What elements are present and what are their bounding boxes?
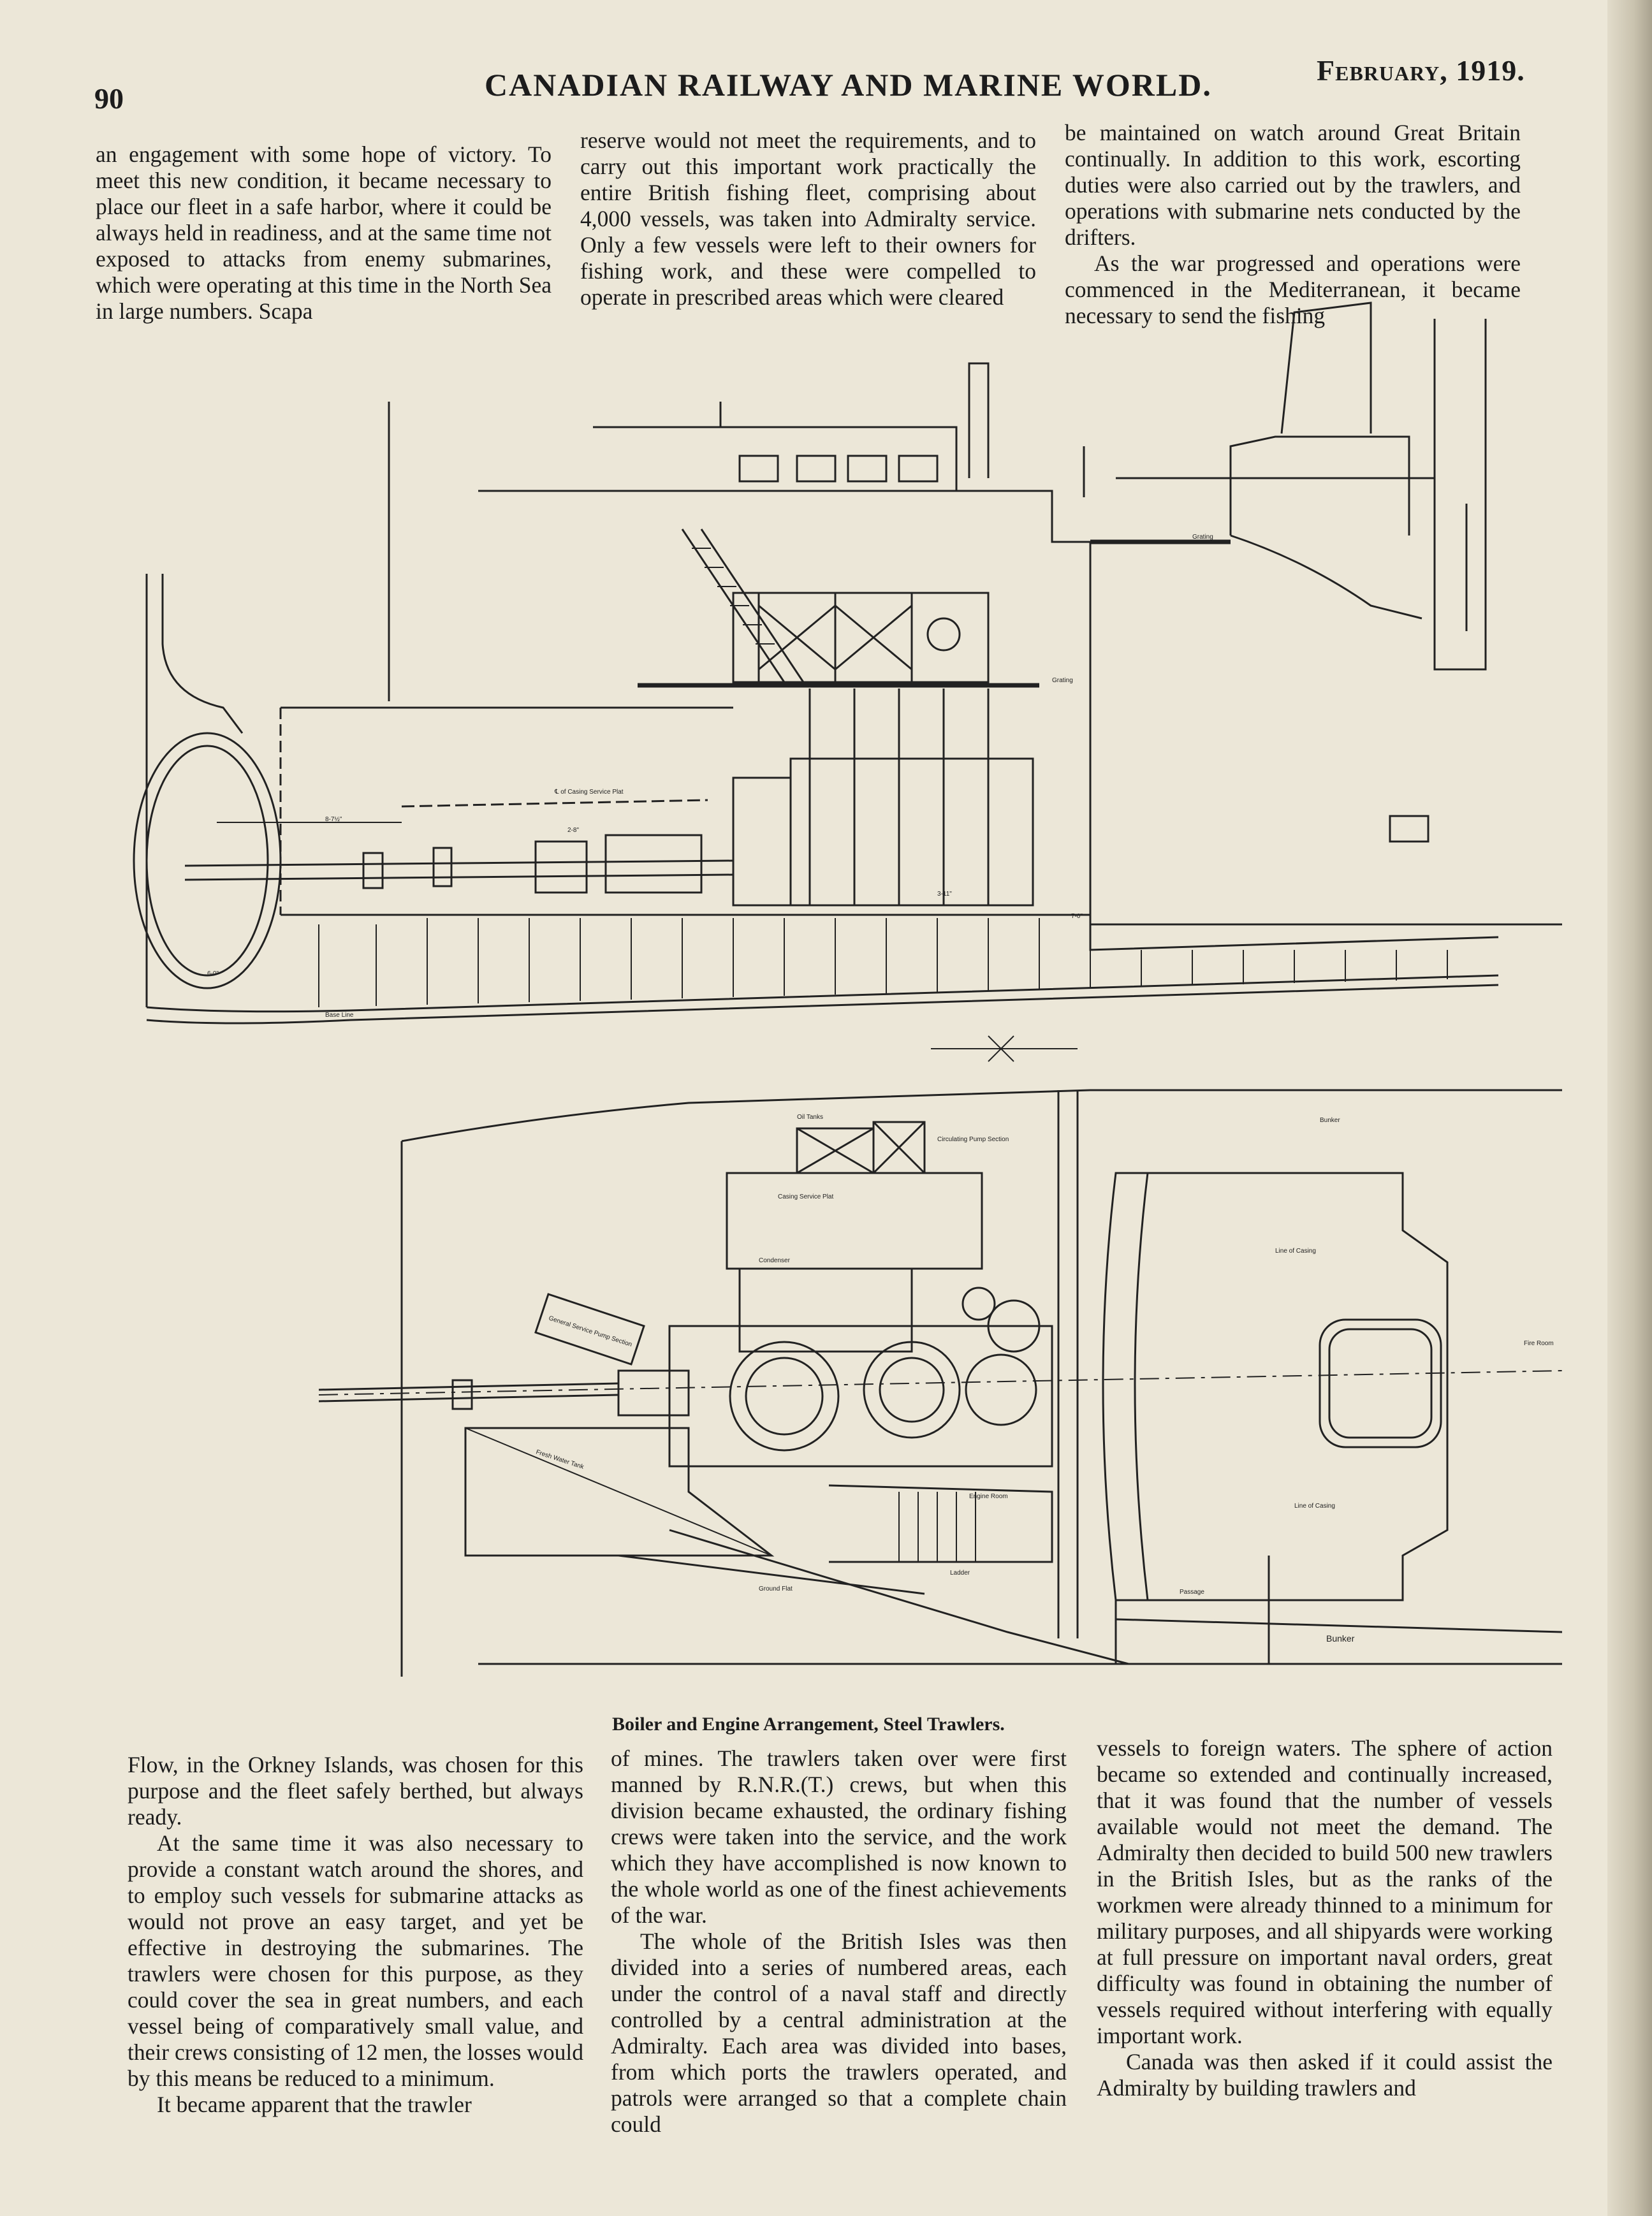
bunker-label: Bunker [1326,1633,1355,1644]
article-column-bottom-1 [128,1752,583,2118]
grating-label: Grating [1052,677,1073,684]
page-edge-shadow [1607,0,1652,2216]
grating-label: Grating [1192,534,1213,541]
dimension-label: 6-0" [207,970,219,977]
oil-tanks-label: Oil Tanks [797,1114,823,1121]
general-service-pump-label: General Service Pump Section [548,1315,633,1349]
paragraph: It became apparent that the trawler [157,2092,472,2117]
paragraph: an engagement with some hope of victory. To meet this new condition, it became necessary to place our fleet in a safe harbor, where it could be always held in readiness, and at the same time not exposed to attacks from enemy submarines, which were operating at this time in the North Sea in large numbers. Scapa [96,142,552,324]
dimension-label: 3-11" [937,891,952,898]
paragraph: be maintained on watch around Great Britain continually. In addition to this work, escorting duties were also carried out by the trawlers, and operations with submarine nets conducted by the drifters. [1065,120,1521,250]
passage-label: Passage [1180,1589,1204,1596]
article-column-bottom-3 [1097,1735,1553,2101]
figure-caption: Boiler and Engine Arrangement, Steel Trawlers. [612,1714,1005,1735]
paragraph: As the war progressed and operations were commenced in the Mediterranean, it became necessary to send the fishing [1065,251,1521,328]
paragraph: reserve would not meet the requirements, and to carry out this important work practically the entire British fishing fleet, comprising about 4,000 vessels, was taken into Admiralty service. Only a few vessels were left to their owners for fishing work, and these were compelled to operate in prescribed areas which were cleared [580,128,1036,310]
fresh-water-tank-label: Fresh Water Tank [535,1448,585,1471]
casing-service-plat-label: ℄ of Casing Service Plat [555,789,624,796]
line-of-casing-label: Line of Casing [1275,1248,1316,1255]
article-column-top-2 [580,128,1036,310]
dimension-label: 7-0" [1071,913,1083,920]
ground-flat-label: Ground Flat [759,1585,793,1593]
dimension-label: 8-7½" [325,816,342,823]
dimension-label: 2-8" [567,827,580,834]
paragraph: At the same time it was also necessary to provide a constant watch around the shores, and to employ such vessels for submarine attacks as would not prove an easy target, and yet be effective in destroying the submarines. The trawlers were chosen for this purpose, as they could cover the sea in great numbers, and each vessel being of comparatively small value, and their crews consisting of 12 men, the losses would by this means be reduced to a minimum. [128,1830,583,2091]
base-line-label: Base Line [325,1012,354,1019]
paragraph: of mines. The trawlers taken over were first manned by R.N.R.(T.) crews, but when this division became exhausted, the ordinary fishing crews were taken into the service, and the work which they have accomplished is now known to the whole world as one of the finest achievements of the war. [611,1746,1067,1928]
journal-title: CANADIAN RAILWAY AND MARINE WORLD. [485,67,1212,103]
elevation-view [134,303,1562,1023]
bunker-top-label: Bunker [1320,1117,1340,1124]
page-number: 90 [94,82,124,115]
condenser-label: Condenser [759,1257,790,1264]
plan-view [319,1090,1562,1677]
engine-room-label: Engine Room [969,1493,1008,1500]
paragraph: vessels to foreign waters. The sphere of action became so extended and continually increased, that it was found that the number of vessels available would not meet the demand. The Admiralty then decided to build 500 new trawlers in the British Isles, but as the ranks of the workmen were already thinned to a minimum for military purposes, and all shipyards were working at full pressure on important naval orders, great difficulty was found in obtaining the number of vessels required without interfering with equally important work. [1097,1735,1553,2048]
engineering-drawing [96,287,1562,1677]
paragraph: Canada was then asked if it could assist the Admiralty by building trawlers and [1097,2049,1553,2101]
casing-service-plat-plan-label: Casing Service Plat [778,1193,834,1200]
circulating-pump-label: Circulating Pump Section [937,1136,1009,1143]
issue-date: February, 1919. [1317,54,1525,87]
page-header [0,0,1652,128]
article-column-bottom-2 [611,1746,1067,2138]
fire-room-label: Fire Room [1524,1340,1554,1347]
ladder-label: Ladder [950,1570,970,1577]
line-of-casing-label: Line of Casing [1294,1503,1335,1510]
paragraph: The whole of the British Isles was then divided into a series of numbered areas, each under the control of a naval staff and directly controlled by a central administration at the Admiralty. Each area was divided into bases, from which ports the trawlers operated, and patrols were arranged so that a complete chain could [611,1928,1067,2137]
paragraph: Flow, in the Orkney Islands, was chosen for this purpose and the fleet safely berthed, but always ready. [128,1752,583,1830]
